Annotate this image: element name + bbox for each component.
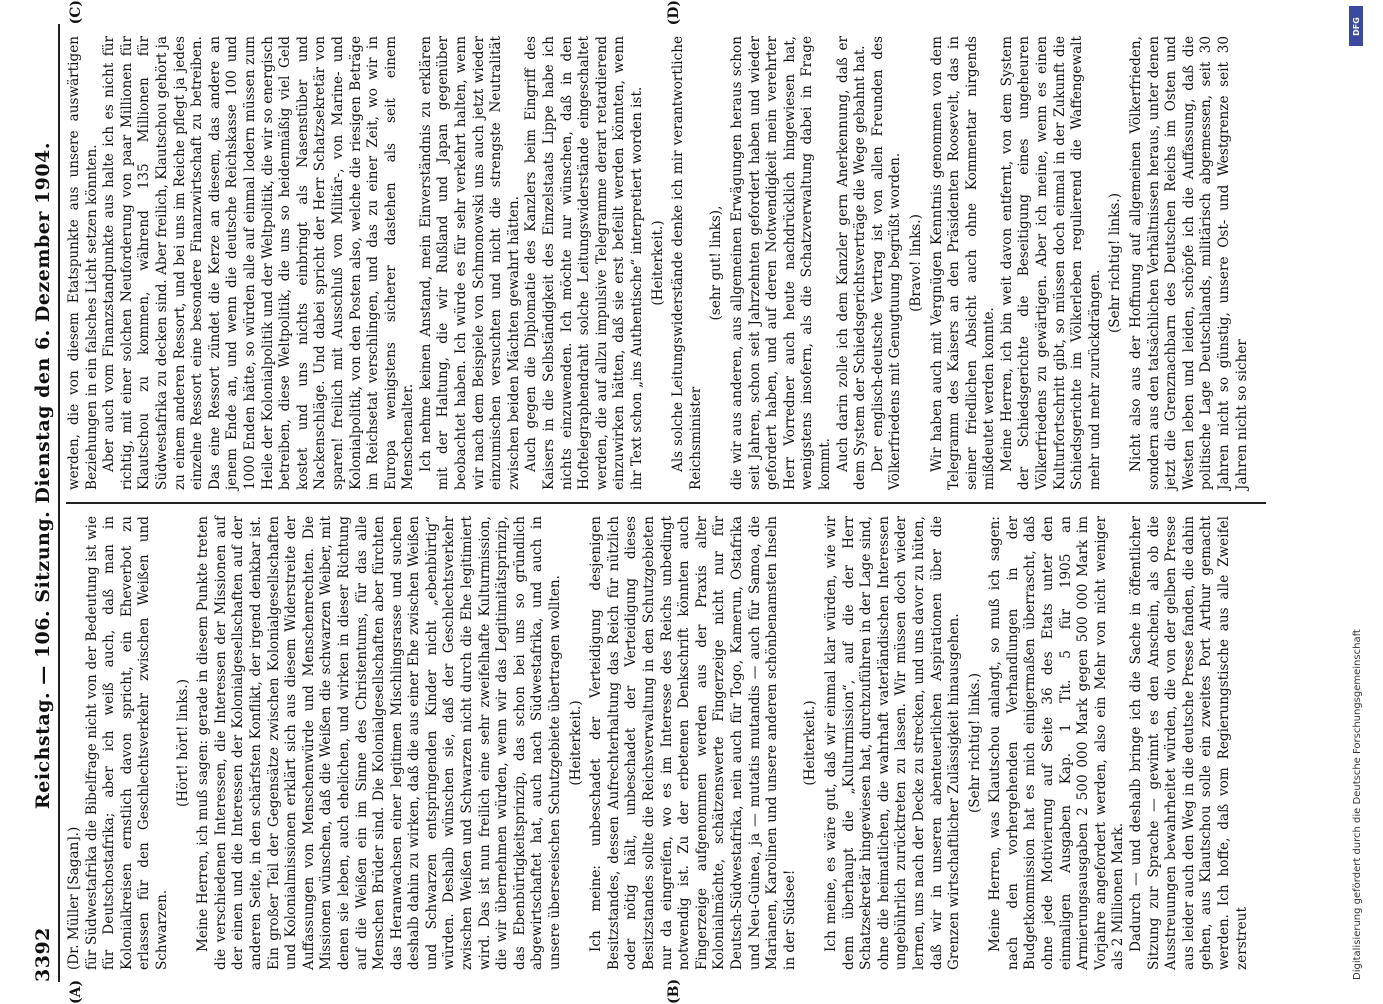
margin-marker-b: (B) [666,978,682,1004]
digitization-note: Digitalisierung gefördert durch die Deutsche Forschungsgemeinschaft [1352,629,1363,980]
left-column [66,504,1266,1004]
paragraph: werden, die von diesem Etatspunkte aus unsere auswärtigen Beziehungen in ein falsches Licht setzen könnten. [66,36,100,490]
paragraph: Dadurch — und deshalb bringe ich die Sache in öffentlicher Sitzung zur Sprache — gewinnt es den Anschein, als ob die Ausstreuungen bewahrheitet würden, die von der gelben Presse aus leider auch den Weg in die deutsche Presse fanden, die dahin gehen, aus Klautschou solle ein zweites Port Arthur gemacht werden. Ich hoffe, daß vom Regierungstische aus alle Zweifel zerstreut [1128,516,1250,970]
paragraph: Auch gegen die Diplomatie des Kanzlers beim Eingriff des Kaisers in die Selbständigkeit des Einzelstaats Lippe habe ich nichts einzuwenden. Ich möchte nur wünschen, daß in den Hoftelegraphendraht solche Leitungswiderstände eingeschaltet werden, die auf allzu impulsive Telegramme derart retardierend einzuwirken hätten, daß sie erst befeilt werden könnten, wenn ihr Text schon „ins Authentische“ interpretiert worden ist. [523,36,645,490]
speaker-tag: (Dr. Müller [Sagan].) [66,826,82,970]
margin-marker-c: (C) [68,0,84,25]
page-title: Reichstag. — 106. Sitzung. Dienstag den 6. Dezember 1904. [32,142,54,810]
interjection: (Sehr richtig! links.) [1107,192,1124,334]
paragraph: die wir aus anderen, aus allgemeinen Erwägungen heraus schon seit Jahren, schon seit Jahrzehnten gefordert haben und wieder gefordert haben, und auf deren Notwendigkeit mein verehrter Herr Vorredner auch heute nachdrücklich hingewiesen hat, wenigstens insofern, als die Schatzverwaltung dabei in Frage kommt. [728,36,833,490]
interjection: (Bravo! links.) [907,214,924,312]
paragraph: Ich nehme keinen Anstand, mein Einverständnis zu erklären mit der Haltung, die wir Rußland und Japan gegenüber beobachtet haben. Ich würde es für sehr verkehrt halten, wenn wir nach dem Beispiele von Schmonowski uns auch jetzt wieder einzumischen versuchten und nicht die strengste Neutralität zwischen beiden Mächten gewahrt hätten. [417,36,522,490]
paragraph: Aber auch vom Finanzstandpunkte aus halte ich es nicht für richtig, mit einer solchen Neuforderung von paar Millionen für Klautschou zu kommen, während 135 Millionen für Südwestafrika zu decken sind. Aber freilich, Klautschou gehört ja zu einem anderen Ressort, und bei uns im Reiche pflegt ja jedes einzelne Ressort eine besondere Finanzwirtschaft zu betreiben. Das eine Ressort zündet die Kerze an diesem, das andere an jenem Ende an, und wenn die deutsche Reichskasse 100 und 1000 Enden hätte, so würden alle auf einmal lodern müssen zum Heile der Kolonialpolitik und der Weltpolitik, die wir so energisch betreiben, diese Weltpolitik, die uns so heidenmäßig viel Geld kostet und uns nichts einbringt als Nasenstüber und Nackenschläge. Und dabei spricht der Herr Schatzsekretär von sparen! freilich mit Ausschluß von Militär-, von Marine- und Kolonialpolitik, von den Posten also, welche die riesigen Beträge im Reichsetat verschlingen, und das zu einer Zeit, wo wir in Europa wenigstens sicherer dastehen als seit einem Menschenalter. [101,36,417,490]
interjection: (Heiterkeit.) [802,700,819,786]
page-number: 3392 [32,927,54,982]
right-column [66,0,1266,504]
margin-marker-a: (A) [68,979,84,1004]
dfg-logo-text: DFG [1351,16,1361,36]
paragraph: Als solche Leitungswiderstände denke ich mir verantwortliche Reichsminister [670,36,704,490]
interjection: (Sehr richtig! links.) [966,672,983,814]
interjection: (Hört! hört! links.) [174,678,191,808]
interjection: (sehr gut! links), [708,205,725,321]
text-columns [66,0,1266,1004]
paragraph: Meine Herren, was Klautschou anlangt, so muß ich sagen: nach den vorhergehenden Verhandlungen in der Budgetkommission hat es mich einigermaßen überrascht, daß ohne jede Motivierung auf Seite 36 des Etats unter den einmaligen Ausgaben Kap. 1 Tit. 5 für 1905 an Armierungsausgaben 2 500 000 Mark gegen 500 000 Mark im Vorjahre angefordert werden, also ein Mehr von nicht weniger als 2 Millionen Mark. [987,516,1127,970]
running-head [32,24,60,982]
interjection: (Heiterkeit.) [567,700,584,786]
paragraph: Auch darin zolle ich dem Kanzler gern Anerkennung, daß er dem System der Schiedsgerichtsverträge die Wege gebahnt hat. [834,36,869,490]
paragraph: Nicht also aus der Hoffnung auf allgemeinen Völkerfrieden, sondern aus den tatsächlichen Verhältnissen heraus, unter denen jetzt die Grenznachbarn des Deutschen Reichs im Osten und Westen leben und leiden, schöpfe ich die Auffassung, daß die politische Lage Deutschlands, militärisch abgemessen, seit 30 Jahren nicht so günstig, unsere Ost- und Westgrenze seit 30 Jahren nicht so sicher [1128,36,1250,490]
paragraph: Ich meine: unbeschadet der Verteidigung desjenigen Besitzstandes, dessen Aufrechterhaltung das Reich für nützlich oder nötig hält, unbeschadet der Verteidigung dieses Besitzstandes sollte die Reichsverwaltung in den Schutzgebieten nur da eingreifen, wo es im Interesse des Reichs unbedingt notwendig ist. Zu der erbetenen Denkschrift könnten auch Fingerzeige aufgenommen werden aus der Praxis alter Kolonialmächte, schätzenswerte Fingerzeige nicht nur für Deutsch-Südwestafrika, nein auch für Togo, Kamerun, Ostafrika und Neu-Guinea, ja — mutatis mutandis — auch für Samoa, die Marianen, Karolinen und unsere anderen schönbenamsten Inseln in der Südsee! [588,516,798,970]
paragraph: Meine Herren, ich bin weit davon entfernt, von dem System der Schiedsgerichte die Beseitigung eines ungeheuren Völkerfriedens zu gewärtigen. Aber ich meine, wenn es einen Kulturfortschritt gibt, so müssen doch einmal in der Zukunft die Schiedsgerichte im Völkerleben regulierend die Waffengewalt mehr und mehr zurückdrängen. [998,36,1103,490]
paragraph: Wir haben auch mit Vergnügen Kenntnis genommen von dem Telegramm des Kaisers an den Präsidenten Roosevelt, das in seiner friedlichen Absicht auch ohne Kommentar nirgends mißdeutet werden konnte. [928,36,998,490]
interjection: (Heiterkeit.) [649,220,666,306]
paragraph: Ich meine, es wäre gut, daß wir einmal klar würden, wie wir denn überhaupt die „Kulturmission“, auf die der Herr Schatzsekretär hingewiesen hat, durchzuführen in der Lage sind, ohne die heimatlichen, die wahrhaft vaterländischen Interessen ungebührlich zurücktreten zu lassen. Wir müssen doch wieder lernen, uns nach der Decke zu strecken, und uns davor zu hüten, daß wir in unseren abenteuerlichen Aspirationen über die Grenzen wirtschaftlicher Zulässigkeit hinausgehen. [822,516,963,970]
margin-marker-d: (D) [666,0,682,26]
paragraph: Meine Herren, ich muß sagen: gerade in diesem Punkte treten die verschiedenen Interessen, die Interessen der Missionen auf der einen und die Interessen der Kolonialgesellschaften auf der anderen Seite, in den schärfsten Konflikt, der irgend denkbar ist. Ein großer Teil der Gegensätze zwischen Kolonialgesellschaften und Kolonialmissionen erklärt sich aus diesem Widerstreite der Auffassungen von Menschenwürde und Menschenrechten. Die Missionen wünschen, daß die Weißen die schwarzen Weiber, mit denen sie leben, auch ehelichen, und wirken in dieser Richtung auf die Weißen ein im Sinne des Christentums, für das alle Menschen Brüder sind. Die Kolonialgesellschaften aber fürchten das Heranwachsen einer legitimen Mischlingsrasse und suchen deshalb dahin zu wirken, daß die aus einer Ehe zwischen Weißen und Schwarzen entspringenden Kinder nicht „ebenbürtig“ würden. Deshalb wünschen sie, daß der Geschlechtsverkehr zwischen Weißen und Schwarzen nicht durch die Ehe legitimiert wird. Das ist nun freilich eine sehr zweifelhafte Kulturmission, die wir übernehmen würden, wenn wir das Legitimitätsprinzip, das Ebenbürtigkeitsprinzip, das schon bei uns so gründlich abgewirtschaftet hat, auch nach Südwestafrika, und auch in unsere überseeischen Schutzgebiete übertragen wollten. [195,516,564,970]
paragraph: für Südwestafrika die Bibelfrage nicht von der Bedeutung ist wie für Deutschostafrika; aber ich weiß auch, daß man in Kolonialkreisen ernstlich davon spricht, ein Eheverbot zu erlassen für den Geschlechtsverkehr zwischen Weißen und Schwarzen. [83,516,170,970]
document-page [20,0,1320,1004]
paragraph: Der englisch-deutsche Vertrag ist von allen Freunden des Völkerfriedens mit Genugtuung begrüßt worden. [869,36,904,490]
